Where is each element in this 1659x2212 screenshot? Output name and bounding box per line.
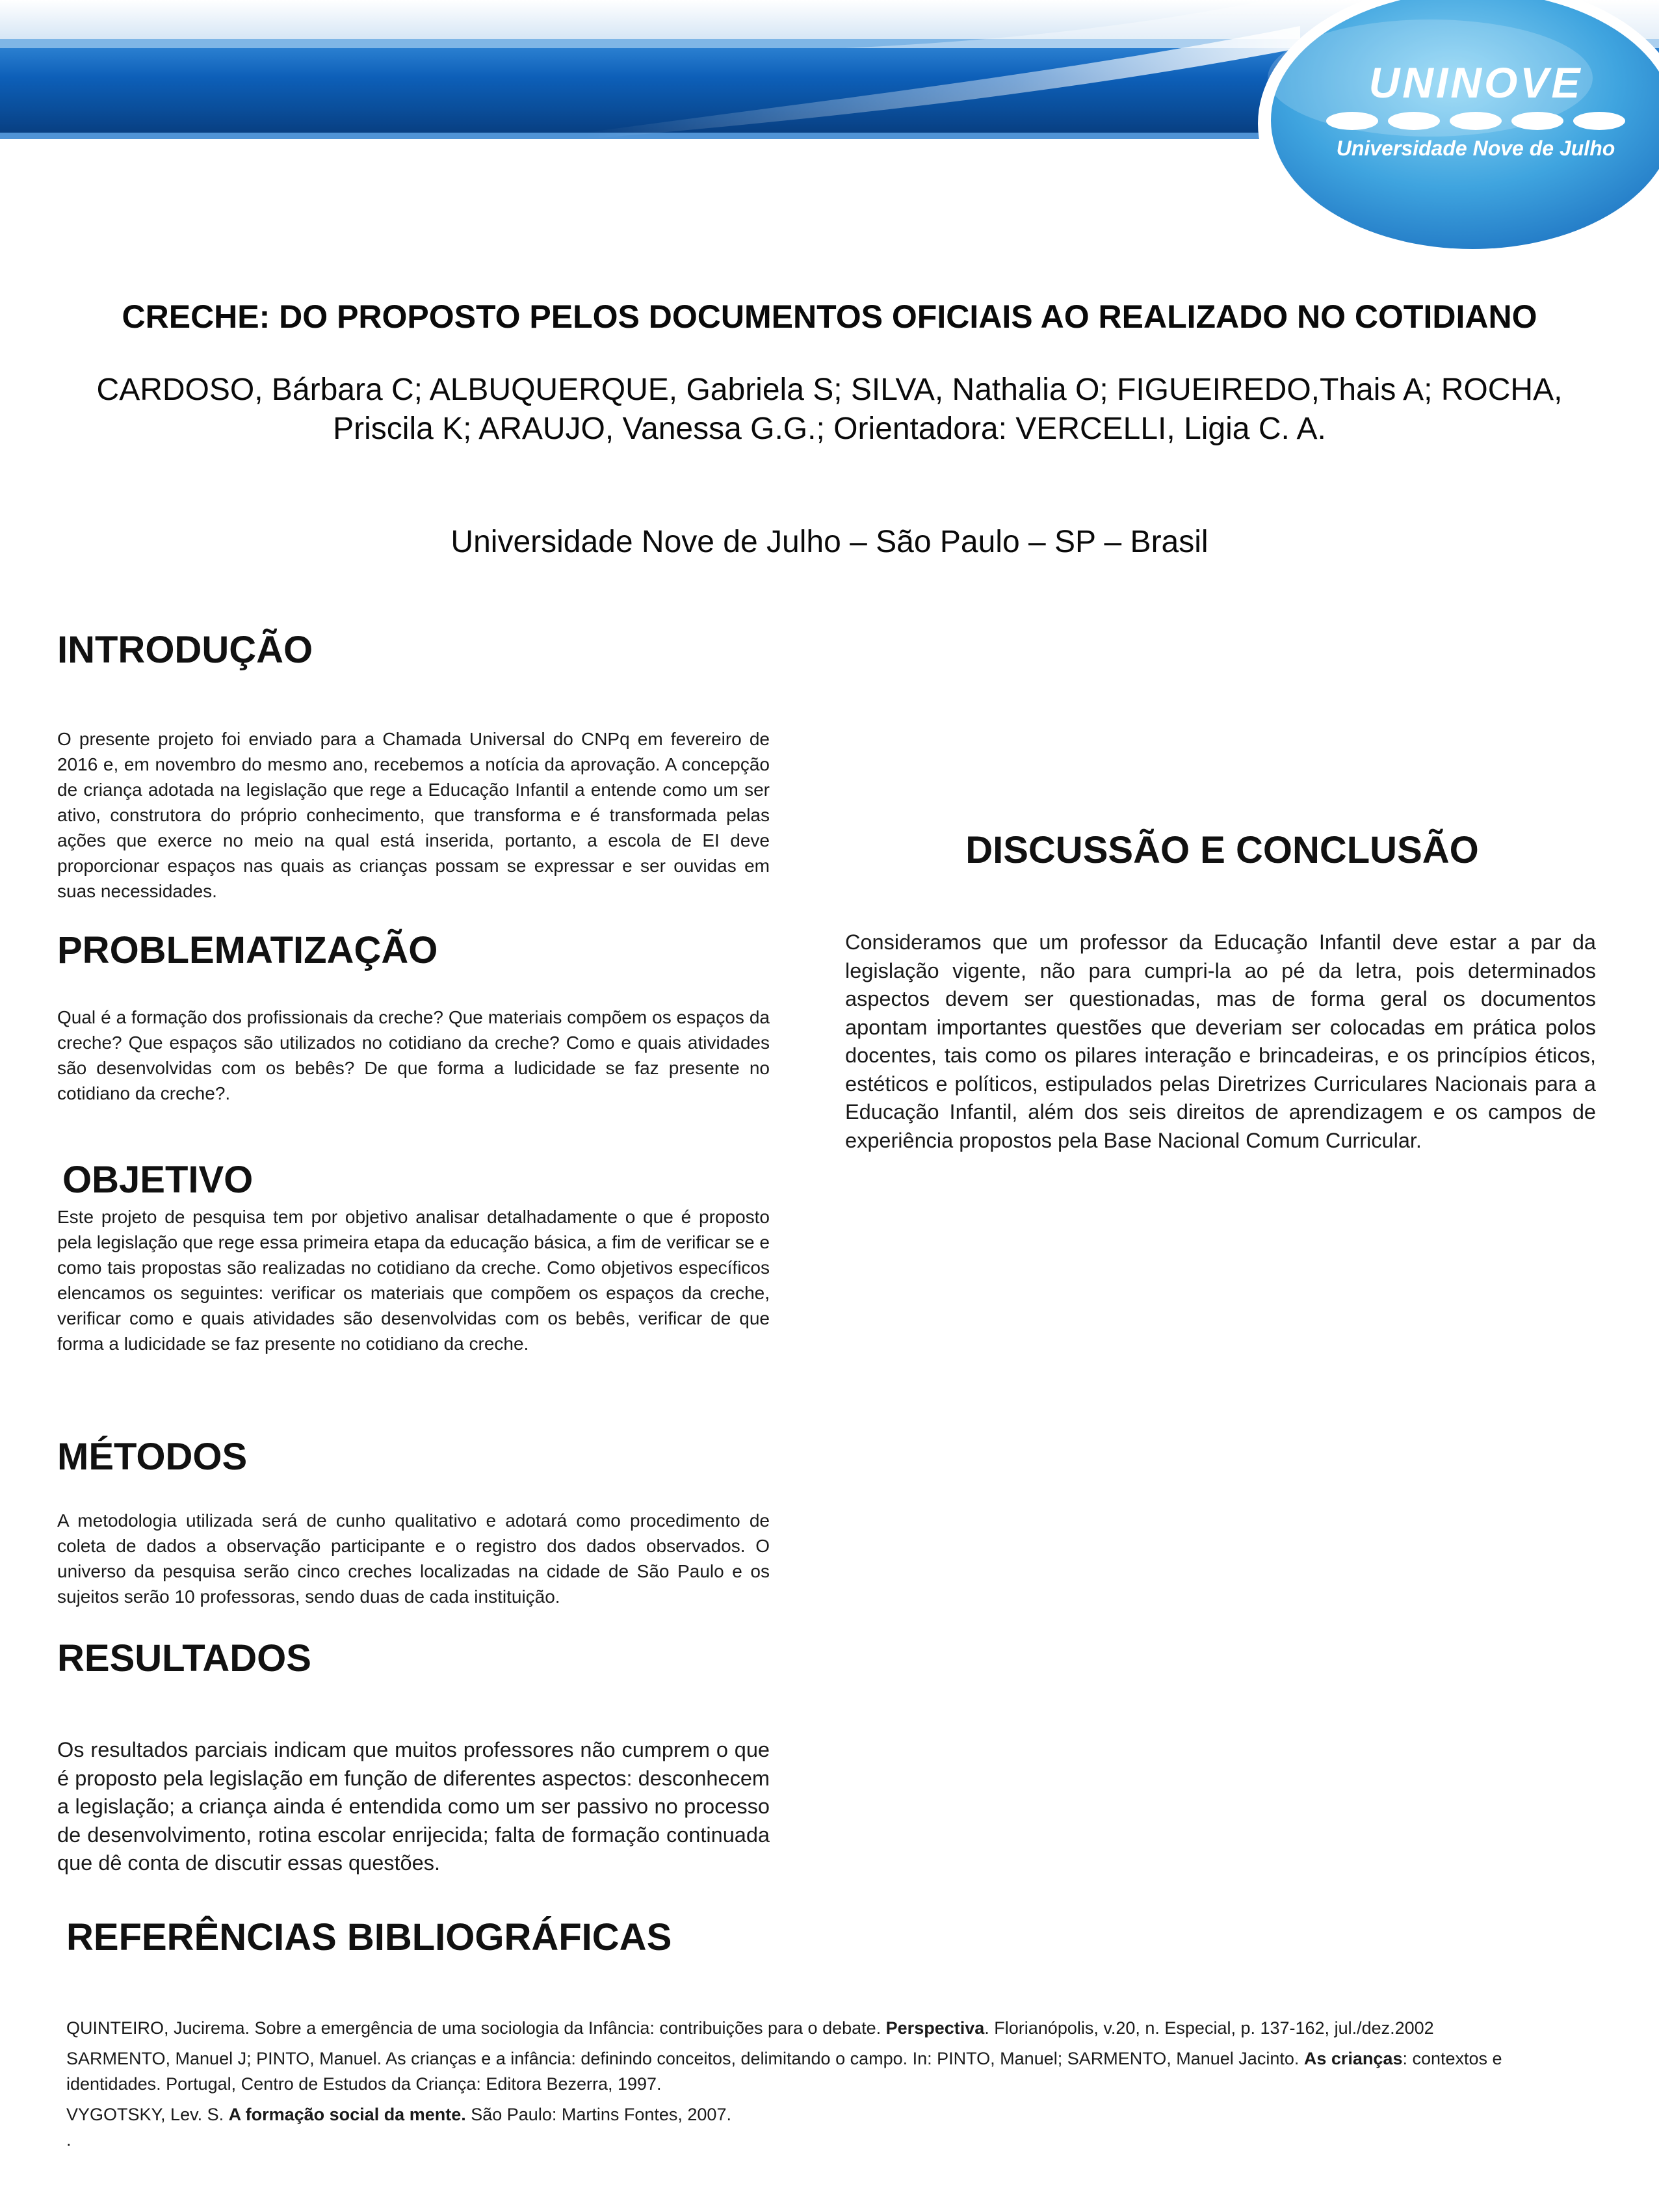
- logo-dot-icon: [1450, 112, 1502, 130]
- reference-text: VYGOTSKY, Lev. S.: [66, 2105, 229, 2124]
- logo-dot-icon: [1326, 112, 1378, 130]
- header-banner: [0, 0, 1659, 280]
- reference-details: : contextos e identidades. Portugal, Centro de Estudos da Criança: Editora Bezerra, 1997.: [66, 2049, 1502, 2094]
- authors-line-1: CARDOSO, Bárbara C; ALBUQUERQUE, Gabriela S; SILVA, Nathalia O; FIGUEIREDO,Thais A; ROCHA,: [96, 373, 1563, 407]
- logo-wordmark: UNINOVE: [1368, 59, 1583, 107]
- paper-title: CRECHE: DO PROPOSTO PELOS DOCUMENTOS OFICIAIS AO REALIZADO NO COTIDIANO: [122, 298, 1537, 335]
- reference-details: São Paulo: Martins Fontes, 2007.: [465, 2105, 731, 2124]
- methods-text: A metodologia utilizada será de cunho qualitativo e adotará como procedimento de coleta de dados a observação participante e o registro dos dados observados. O universo da pesquisa serão cinco creches localizadas na cidade de São Paulo e os sujeitos serão 10 professoras, sendo duas de cada instituição.: [57, 1510, 770, 1607]
- introduction-heading: INTRODUÇÃO: [57, 629, 313, 671]
- uninove-logo: [1313, 60, 1638, 161]
- reference-details: . Florianópolis, v.20, n. Especial, p. 137-162, jul./dez.2002: [984, 2018, 1434, 2038]
- problematization-text: Qual é a formação dos profissionais da creche? Que materiais compõem os espaços da creche? Que espaços são utilizados no cotidiano da creche? Como e quais atividades são desenvolvidas com os bebês? De que forma a ludicidade se faz presente no cotidiano da creche?.: [57, 1007, 770, 1103]
- reference-source: Perspectiva: [885, 2018, 985, 2038]
- reference-source: A formação social da mente.: [228, 2105, 466, 2124]
- logo-dot-icon: [1388, 112, 1440, 130]
- reference-list: [66, 2016, 1600, 2133]
- logo-dot-icon: [1511, 112, 1563, 130]
- discussion-text: Consideramos que um professor da Educação Infantil deve estar a par da legislação vigente, não para cumpri-la ao pé da letra, pois determinados aspectos devem ser questionadas, mas de forma geral os documentos apontam importantes questões que deveriam ser colocadas em prática polos docentes, tais como os pilares interação e brincadeiras, e os princípios éticos, estéticos e políticos, estipulados pelas Diretrizes Curriculares Nacionais para a Educação Infantil, além dos seis direitos de aprendizagem e os campos de experiência propostos pela Base Nacional Comum Curricular.: [845, 930, 1596, 1152]
- methods-heading: MÉTODOS: [57, 1436, 248, 1478]
- discussion-heading: DISCUSSÃO E CONCLUSÃO: [965, 829, 1479, 871]
- reference-source: As crianças: [1303, 2049, 1403, 2068]
- reference-trailing-mark: .: [66, 2130, 72, 2150]
- reference-text: SARMENTO, Manuel J; PINTO, Manuel. As crianças e a infância: definindo conceitos, delimitando o campo. In: PINTO, Manuel; SARMENTO, Manuel Jacinto.: [66, 2049, 1304, 2068]
- logo-dots: [1326, 108, 1625, 134]
- authors-line-2: Priscila K; ARAUJO, Vanessa G.G.; Orientadora: VERCELLI, Ligia C. A.: [333, 412, 1326, 446]
- reference-text: QUINTEIRO, Jucirema. Sobre a emergência de uma sociologia da Infância: contribuições para o debate.: [66, 2018, 886, 2038]
- affiliation: Universidade Nove de Julho – São Paulo – SP – Brasil: [451, 525, 1208, 559]
- introduction-text: O presente projeto foi enviado para a Chamada Universal do CNPq em fevereiro de 2016 e, em novembro do mesmo ano, recebemos a notícia da aprovação. A concepção de criança adotada na legislação que rege a Educação Infantil a entende como um ser ativo, construtora do próprio conhecimento, que transforma e é transformada pelas ações que exerce no meio na qual está inserida, portanto, a escola de EI deve proporcionar espaços nas quais as crianças possam se expressar e ser ouvidas em suas necessidades.: [57, 729, 770, 901]
- problematization-heading: PROBLEMATIZAÇÃO: [57, 929, 438, 971]
- references-heading: REFERÊNCIAS BIBLIOGRÁFICAS: [66, 1916, 672, 1958]
- objective-text: Este projeto de pesquisa tem por objetivo analisar detalhadamente o que é proposto pela legislação que rege essa primeira etapa da educação básica, a fim de verificar se e como tais propostas são realizadas no cotidiano da creche. Como objetivos específicos elencamos os seguintes: verificar os materiais que compõem os espaços da creche, verificar como e quais atividades são desenvolvidas com os bebês, verificar de que forma a ludicidade se faz presente no cotidiano da creche.: [57, 1207, 770, 1354]
- results-text: Os resultados parciais indicam que muitos professores não cumprem o que é proposto pela legislação em função de diferentes aspectos: desconhecem a legislação; a criança ainda é entendida como um ser passivo no processo de desenvolvimento, rotina escolar enrijecida; falta de formação continuada que dê conta de discutir essas questões.: [57, 1738, 770, 1875]
- logo-subtitle: Universidade Nove de Julho: [1336, 137, 1615, 160]
- logo-dot-icon: [1573, 112, 1625, 130]
- reference-item: [66, 2102, 1600, 2127]
- author-list: [0, 371, 1659, 449]
- reference-item: [66, 2046, 1600, 2097]
- reference-item: [66, 2016, 1600, 2041]
- objective-heading: OBJETIVO: [62, 1159, 254, 1201]
- results-heading: RESULTADOS: [57, 1637, 311, 1679]
